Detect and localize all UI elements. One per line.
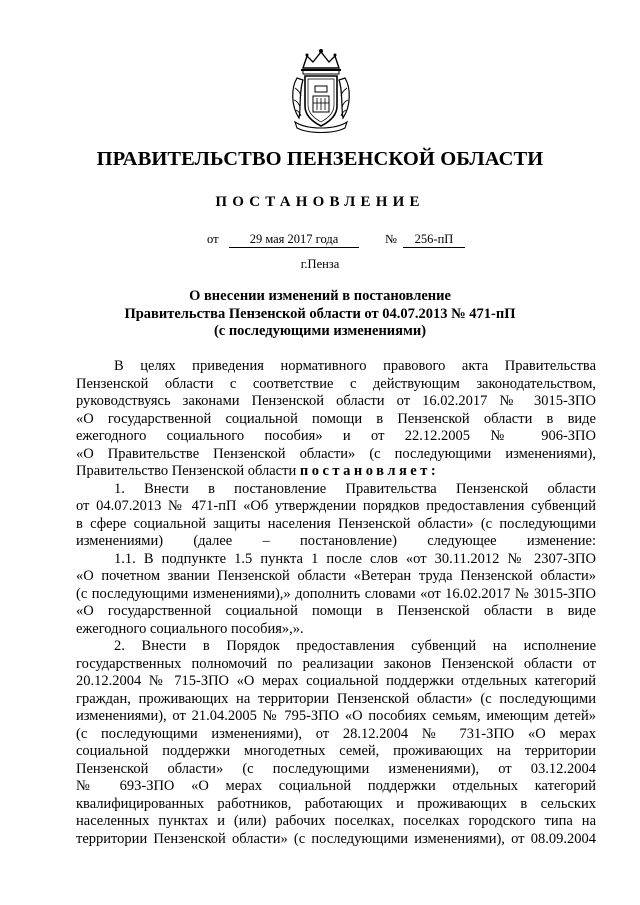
city-label: г.Пенза	[300, 257, 340, 271]
body-line: «О государственной социальной помощи в Пензенской области в виде	[76, 410, 596, 427]
number-sign: №	[385, 232, 397, 246]
document-date: 29 мая 2017 года	[229, 232, 359, 248]
body-line: ежегодного социального пособия» и от 22.12.2005 № 906-ЗПО	[76, 428, 596, 444]
subject-line: (с последующими изменениями)	[213, 323, 427, 339]
body-line: В целях приведения нормативного правового акта Правительства	[114, 358, 596, 374]
body-line: 20.12.2004 № 715-ЗПО «О мерах социальной поддержки отдельных категорий	[76, 673, 596, 689]
date-number-line	[207, 232, 467, 250]
body-line: 1.1. В подпункте 1.5 пункта 1 после слов «от 30.11.2012 № 2307-ЗПО	[114, 550, 596, 567]
document-type: ПОСТАНОВЛЕНИЕ	[215, 194, 425, 210]
from-label: от	[207, 232, 219, 246]
body-line	[76, 463, 596, 481]
body-line: территории Пензенской области» (с последующими изменениями), от 08.09.2004	[76, 830, 596, 847]
body-line: изменениями), от 21.04.2005 № 795-ЗПО «О пособиях семьям, имеющим детей»	[76, 708, 596, 724]
body-line: Пензенской области с соответствие с действующим законодательством,	[76, 375, 596, 392]
body-line: «О Правительстве Пензенской области» (с последующими изменениями),	[76, 445, 596, 462]
body-line: граждан, проживающих на территории Пензенской области» (с последующими	[76, 690, 596, 707]
body-line: социальной поддержки многодетных семей, проживающих на территории	[76, 743, 596, 759]
body-line: (с последующими изменениями), от 28.12.2004 № 731-ЗПО «О мерах	[76, 725, 596, 742]
body-line: (с последующими изменениями),» дополнить словами «от 16.02.2017 № 3015-ЗПО	[76, 585, 596, 602]
preamble-end: Правительство Пензенской области	[76, 463, 297, 479]
government-title: ПРАВИТЕЛЬСТВО ПЕНЗЕНСКОЙ ОБЛАСТИ	[96, 148, 544, 170]
body-line: Пензенской области» (с последующими изменениями), от 03.12.2004	[76, 760, 596, 777]
document-body	[76, 358, 596, 848]
document-number: 256-пП	[403, 232, 465, 248]
document-subject	[0, 288, 640, 341]
body-line: от 04.07.2013 № 471-пП «Об утверждении порядков предоставления субвенций	[76, 498, 596, 514]
body-line: 1. Внести в постановление Правительства Пензенской области	[114, 480, 596, 497]
body-line: государственных полномочий по реализации законов Пензенской области от	[76, 655, 596, 672]
body-line: квалифицированных работников, работающих и проживающих в сельских	[76, 795, 596, 812]
resolves-word: постановляет:	[299, 463, 440, 479]
body-line: «О почетном звании Пензенской области «Ветеран труда Пензенской области»	[76, 568, 596, 584]
body-line: № 693-ЗПО «О мерах социальной поддержки отдельных категорий	[76, 778, 596, 794]
subject-line: Правительства Пензенской области от 04.07.2013 № 471-пП	[124, 305, 516, 322]
body-line: ежегодного социального пособия»,».	[76, 620, 304, 637]
subject-line: О внесении изменений в постановление	[189, 288, 451, 304]
body-line: в сфере социальной защиты населения Пензенской области» (с последующими	[76, 515, 596, 532]
body-line: руководствуясь законами Пензенской области от 16.02.2017 № 3015-ЗПО	[76, 393, 596, 409]
body-line: «О государственной социальной помощи в Пензенской области в виде	[76, 603, 596, 619]
body-line: населенных пунктах и (или) рабочих поселках, поселках городского типа на	[76, 813, 596, 829]
body-line: 2. Внести в Порядок предоставления субвенций на исполнение	[114, 638, 596, 654]
penza-coat-of-arms-icon	[289, 48, 353, 134]
body-line: изменениями) (далее – постановление) следующее изменение:	[76, 533, 596, 549]
